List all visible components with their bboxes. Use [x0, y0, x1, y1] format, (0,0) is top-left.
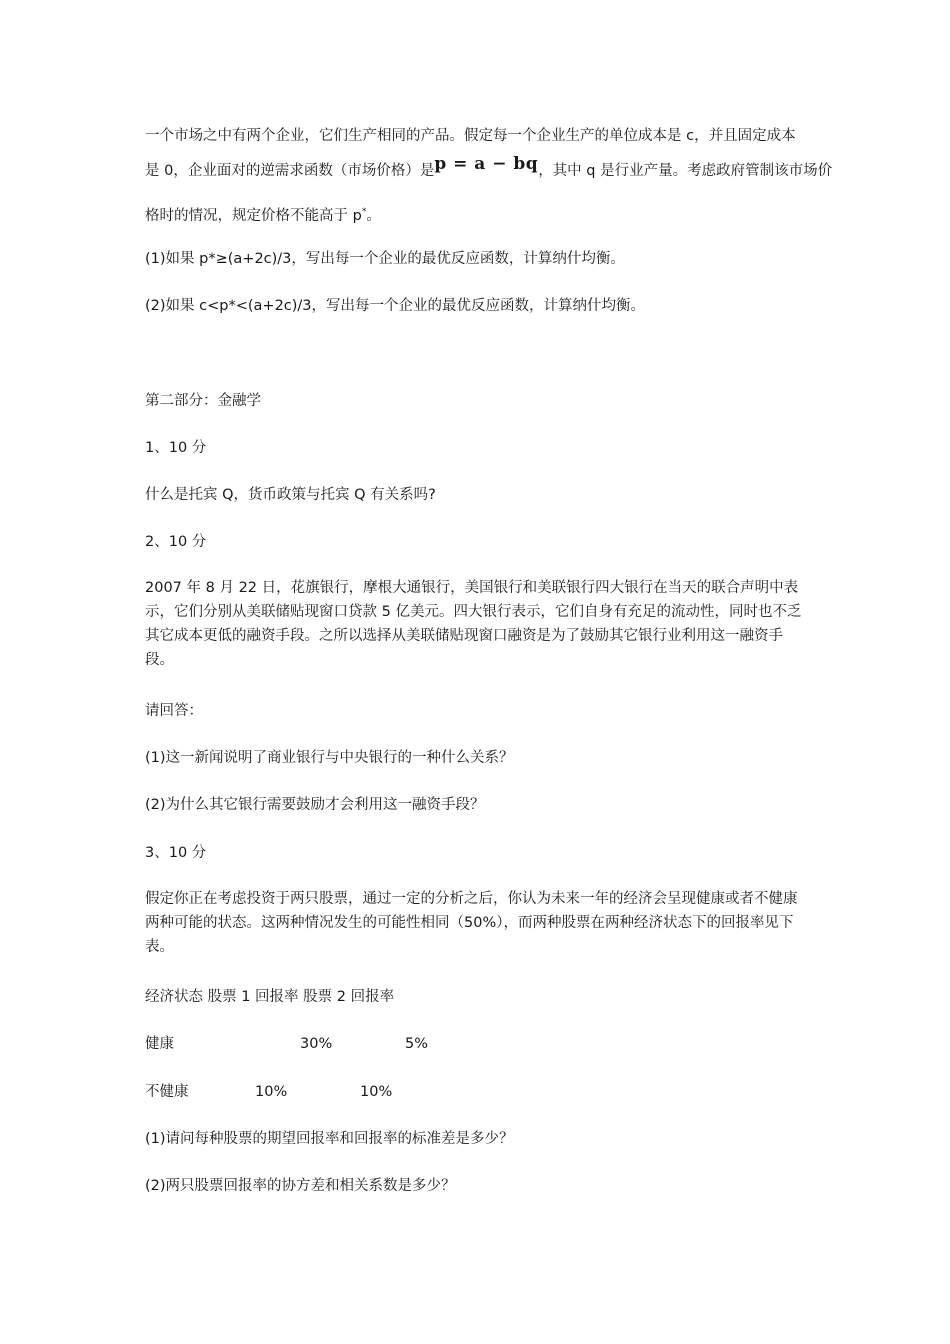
s2-question-2: (2)为什么其它银行需要鼓励才会利用这一融资手段？ [145, 797, 485, 813]
s3-text: 假定你正在考虑投资于两只股票，通过一定的分析之后，你认为未来一年的经济会呈现健康或者不健康两种可能的状态。这两种情况发生的可能性相同（50%），而两种股票在两种经济状态下的回报率见下表。 [145, 891, 798, 955]
s2-question-1: (1)这一新闻说明了商业银行与中央银行的一种什么关系？ [145, 750, 514, 766]
problem-line-1: 一个市场之中有两个企业，它们生产相同的产品。假定每一个企业生产的单位成本是 c，并且固定成本 [145, 128, 796, 144]
table-cell-stock2: 5% [405, 1036, 429, 1052]
s1-text: 什么是托宾 Q，货币政策与托宾 Q 有关系吗? [145, 487, 436, 503]
problem-line-3 [145, 200, 810, 228]
s2-text: 2007 年 8 月 22 日，花旗银行，摩根大通银行，美国银行和美联银行四大银行在当天的联合声明中表示，它们分别从美联储贴现窗口贷款 5 亿美元。四大银行表示，它们自身有充足的流动性，同时也不乏其它成本更低的融资手段。之所以选择从美联储贴现窗口融资是为了鼓励其它银行业利用这一融资手段。 [145, 580, 802, 668]
problem-line-3-start: 格时的情况，规定价格不能高于 p [145, 207, 362, 224]
s3-question-2: (2)两只股票回报率的协方差和相关系数是多少？ [145, 1178, 456, 1194]
table-cell-stock1: 10% [255, 1084, 288, 1100]
s1-header: 1、10 分 [145, 440, 207, 456]
problem-line-2-start: 是 0，企业面对的逆需求函数（市场价格）是 [145, 163, 435, 179]
question-2: (2)如果 c<p*<(a+2c)/3，写出每一个企业的最优反应函数，计算纳什均衡。 [145, 298, 646, 314]
price-cap-star: * [361, 207, 367, 217]
table-cell-stock2: 10% [360, 1084, 393, 1100]
demand-formula: p = a − bq [434, 154, 539, 174]
s3-question-1: (1)请问每种股票的期望回报率和回报率的标准差是多少？ [145, 1131, 514, 1147]
table-cell-state: 健康 [145, 1036, 174, 1052]
problem-line-3-end: 。 [366, 207, 381, 224]
table-cell-state: 不健康 [145, 1084, 189, 1100]
table-header: 经济状态 股票 1 回报率 股票 2 回报率 [145, 989, 395, 1005]
s2-prompt: 请回答： [145, 703, 203, 719]
problem-line-2 [145, 154, 833, 183]
table-cell-stock1: 30% [300, 1036, 333, 1052]
section-title: 第二部分：金融学 [145, 393, 261, 409]
problem-line-2-end: ，其中 q 是行业产量。考虑政府管制该市场价 [538, 163, 833, 179]
s3-header: 3、10 分 [145, 845, 207, 861]
question-1: (1)如果 p*≥(a+2c)/3，写出每一个企业的最优反应函数，计算纳什均衡。 [145, 251, 625, 267]
s2-header: 2、10 分 [145, 534, 207, 550]
